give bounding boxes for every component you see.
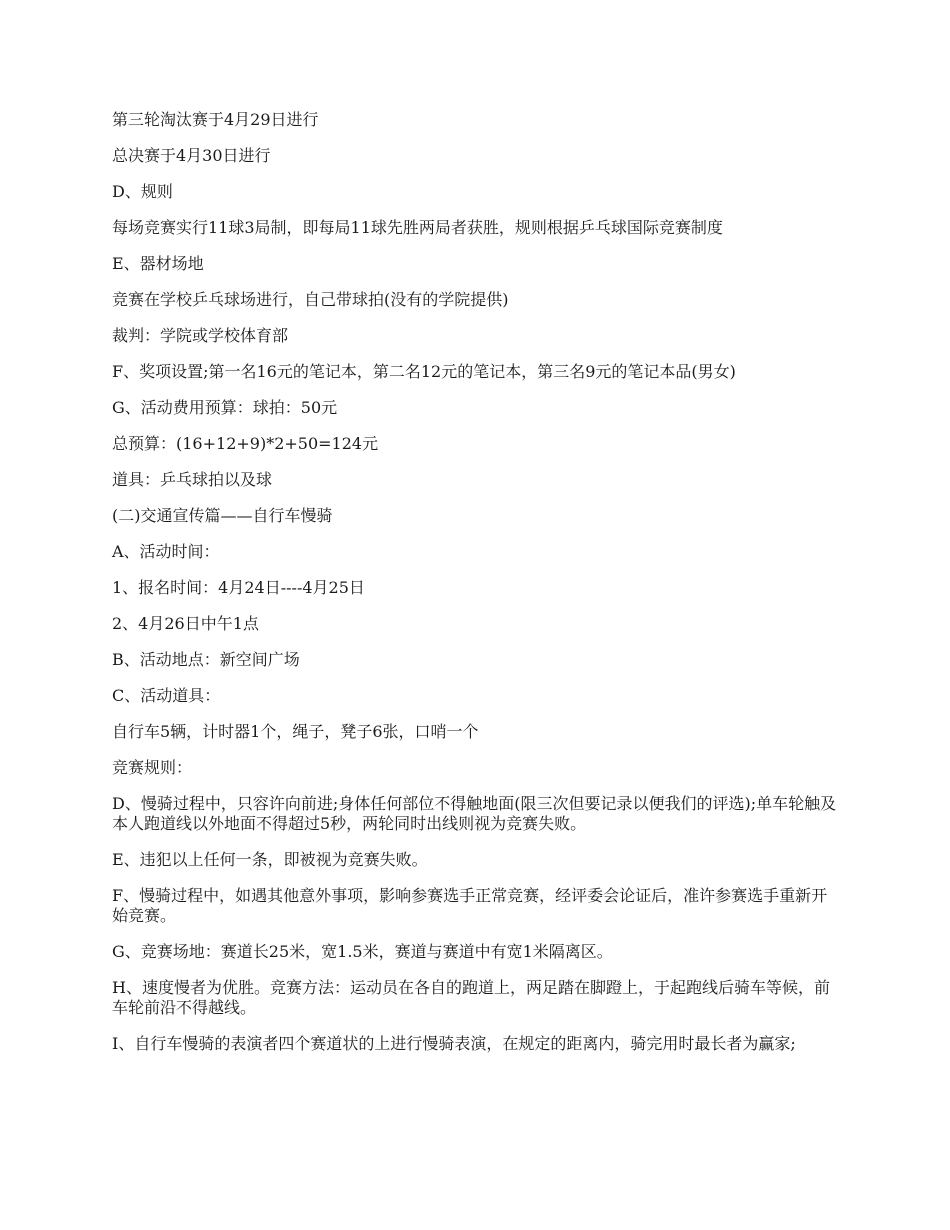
paragraph-rule-g: G、竞赛场地：赛道长25米，宽1.5米，赛道与赛道中有宽1米隔离区。 [112, 942, 613, 961]
paragraph-rule-i: I、自行车慢骑的表演者四个赛道状的上进行慢骑表演，在规定的距离内，骑完用时最长者为赢家; [112, 1034, 796, 1053]
heading-activity-props: C、活动道具： [112, 686, 221, 705]
heading-activity-time: A、活动时间： [112, 542, 220, 561]
document-body [112, 110, 840, 1070]
heading-rules: D、规则 [112, 182, 173, 201]
heading-traffic-section: (二)交通宣传篇——自行车慢骑 [112, 506, 333, 525]
paragraph-third-round: 第三轮淘汰赛于4月29日进行 [112, 110, 319, 129]
paragraph-rule-f: F、慢骑过程中，如遇其他意外事项，影响参赛选手正常竞赛，经评委会论证后，准许参赛选手重新开始竞赛。 [112, 886, 828, 925]
paragraph-total-budget: 总预算：(16+12+9)*2+50=124元 [112, 434, 379, 453]
paragraph-props-list: 自行车5辆，计时器1个，绳子，凳子6张，口哨一个 [112, 722, 479, 741]
paragraph-venue: 竞赛在学校乒乓球场进行，自己带球拍(没有的学院提供) [112, 290, 509, 309]
heading-equipment-venue: E、器材场地 [112, 254, 204, 273]
paragraph-signup-time: 1、报名时间：4月24日----4月25日 [112, 578, 365, 597]
paragraph-budget-racket: G、活动费用预算：球拍：50元 [112, 398, 338, 417]
paragraph-event-time: 2、4月26日中午1点 [112, 614, 259, 633]
paragraph-rule-e: E、违犯以上任何一条，即被视为竞赛失败。 [112, 850, 428, 869]
paragraph-final: 总决赛于4月30日进行 [112, 146, 271, 165]
paragraph-rule-d: D、慢骑过程中，只容许向前进;身体任何部位不得触地面(限三次但要记录以便我们的评选);单车轮触及本人跑道线以外地面不得超过5秒，两轮同时出线则视为竞赛失败。 [112, 794, 837, 833]
paragraph-rules: 每场竞赛实行11球3局制，即每局11球先胜两局者获胜，规则根据乒乓球国际竞赛制度 [112, 218, 723, 237]
heading-competition-rules: 竞赛规则： [112, 758, 193, 777]
paragraph-prizes: F、奖项设置;第一名16元的笔记本，第二名12元的笔记本，第三名9元的笔记本品(男女) [112, 362, 736, 381]
paragraph-props: 道具：乒乓球拍以及球 [112, 470, 273, 489]
paragraph-rule-h: H、速度慢者为优胜。竞赛方法：运动员在各自的跑道上，两足踏在脚蹬上，于起跑线后骑车等候，前车轮前沿不得越线。 [112, 978, 830, 1017]
paragraph-referee: 裁判：学院或学校体育部 [112, 326, 289, 345]
paragraph-location: B、活动地点：新空间广场 [112, 650, 300, 669]
